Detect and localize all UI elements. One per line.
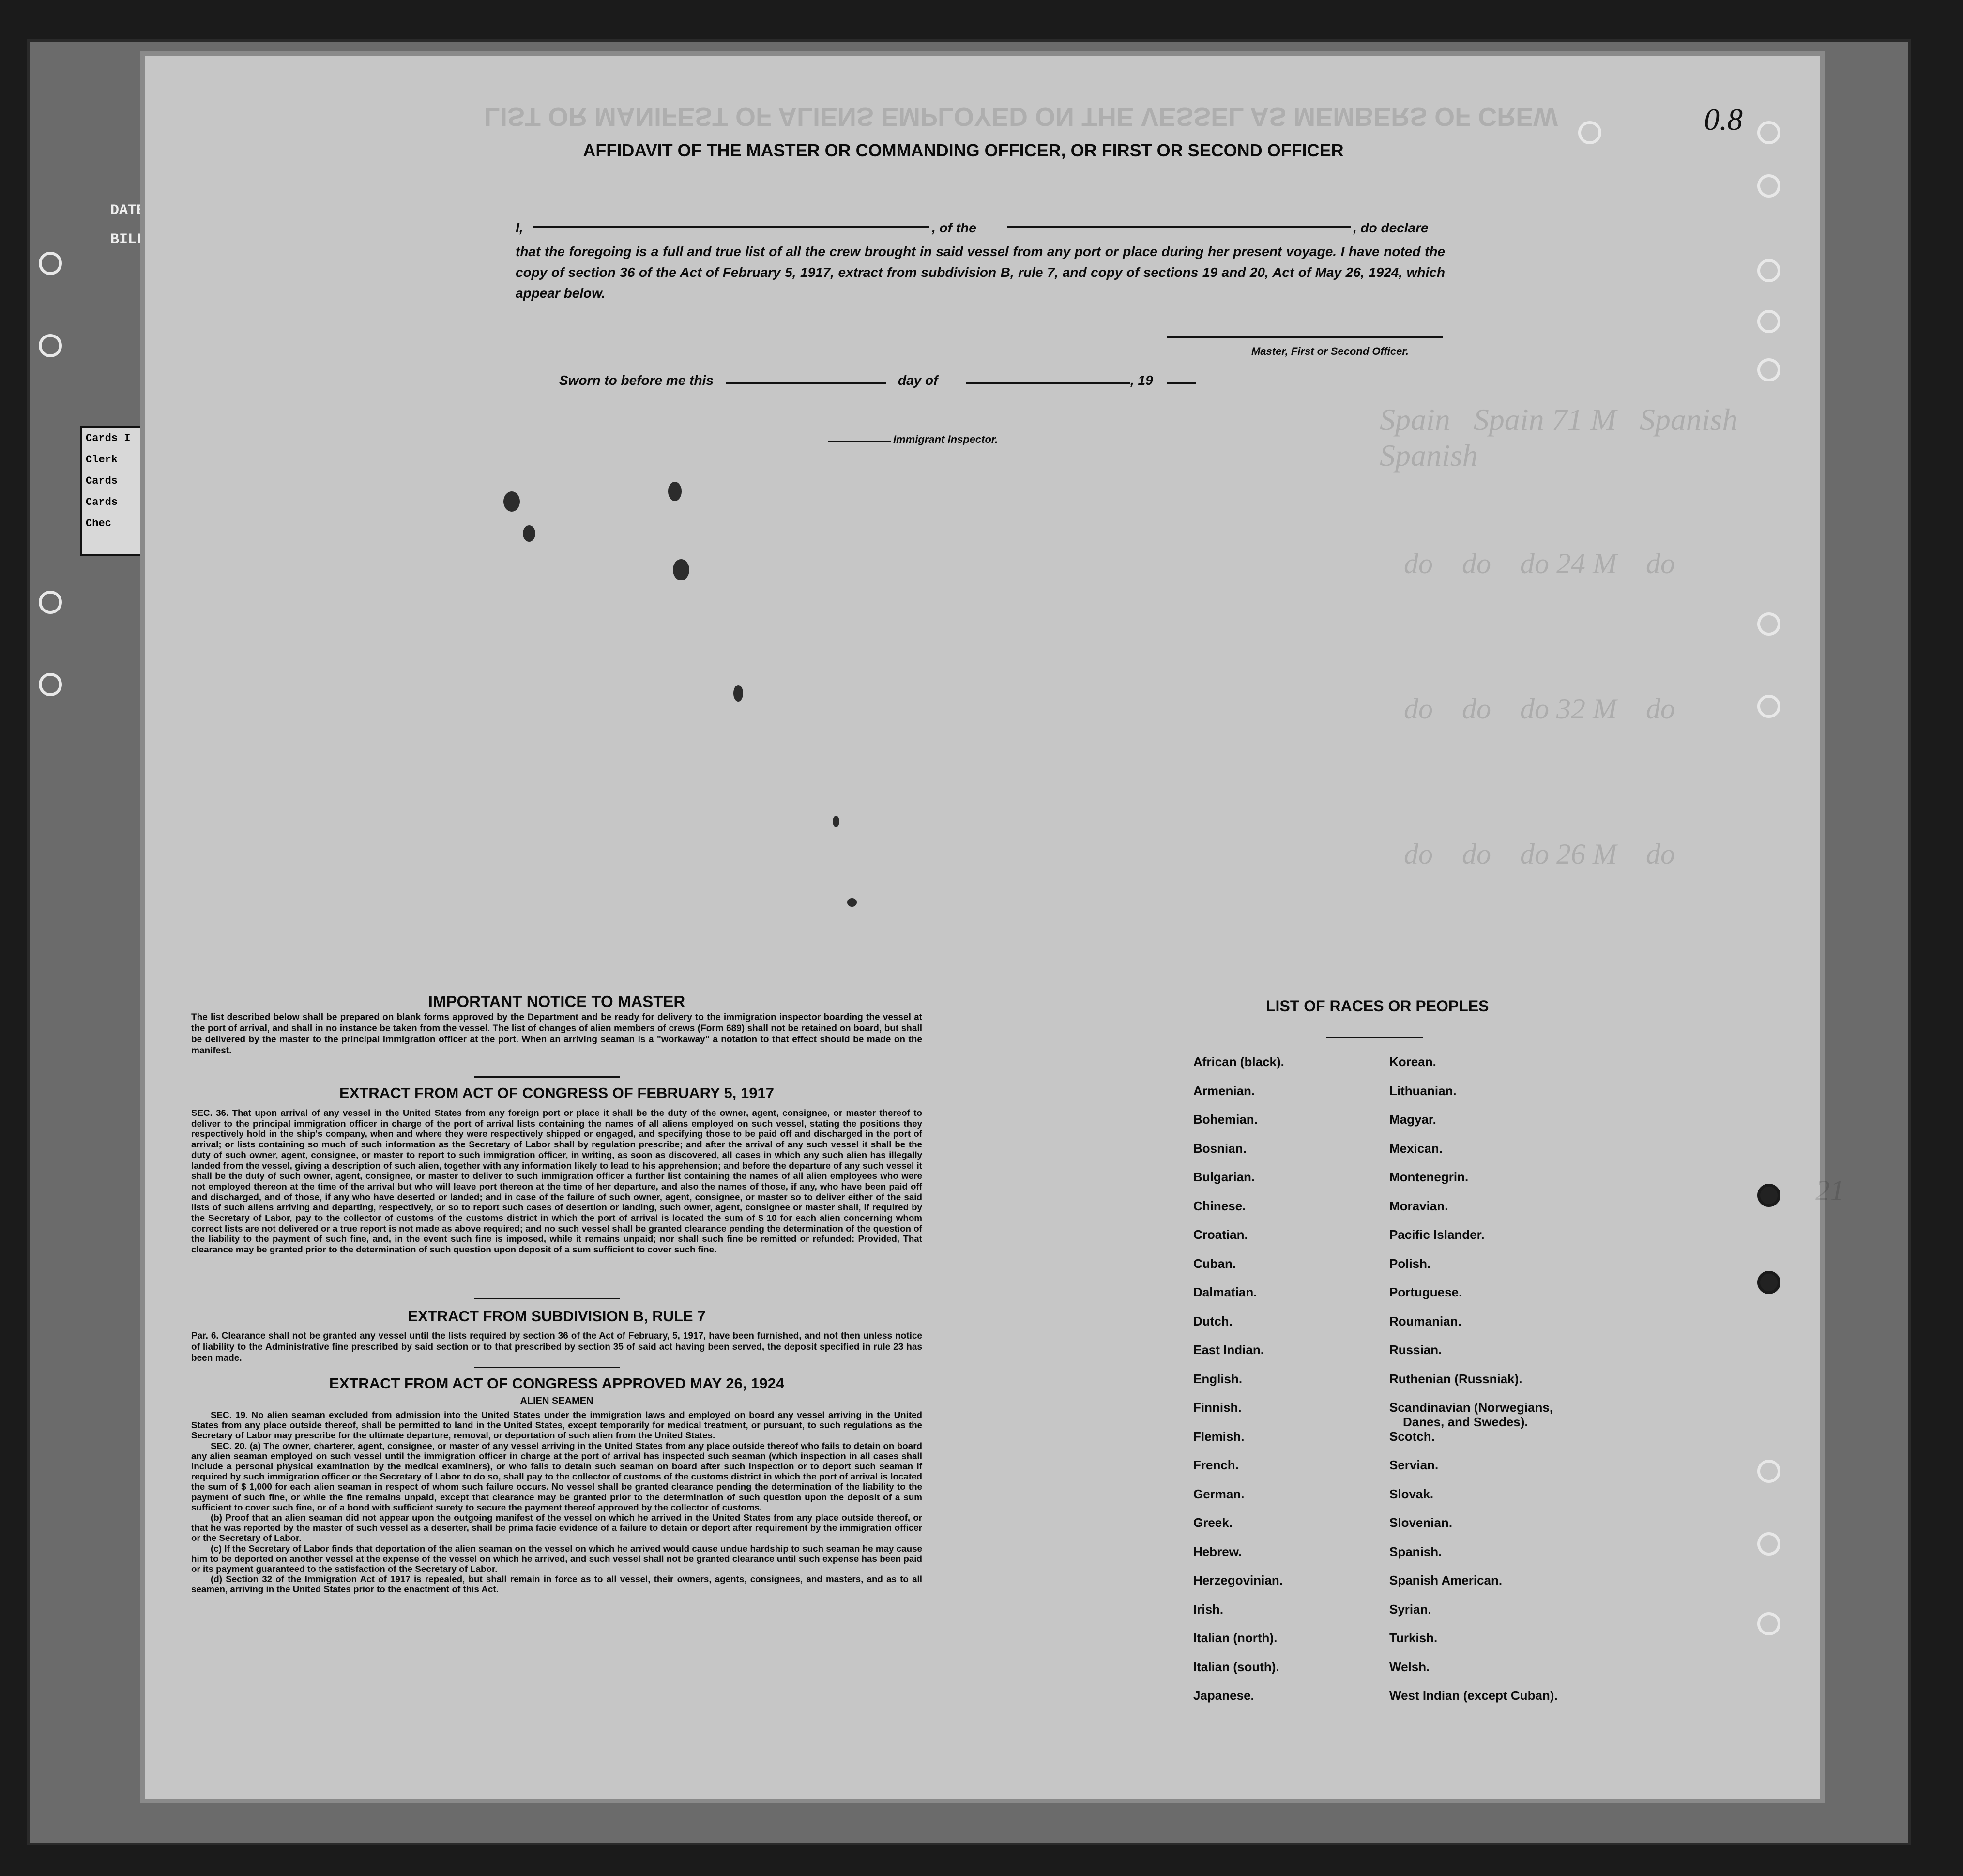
race-item: Pacific Islander. xyxy=(1389,1227,1485,1242)
race-item: Magyar. xyxy=(1389,1112,1436,1127)
binder-hole xyxy=(39,673,62,696)
affidavit-title: AFFIDAVIT OF THE MASTER OR COMMANDING OFFICER, OR FIRST OR SECOND OFFICER xyxy=(583,140,1344,160)
race-item: Dalmatian. xyxy=(1193,1285,1257,1299)
ink-smudge xyxy=(833,816,839,827)
race-item: Syrian. xyxy=(1389,1601,1431,1617)
race-item: Korean. xyxy=(1389,1054,1436,1069)
card-tab xyxy=(80,426,152,556)
race-item: Scotch. xyxy=(1389,1429,1435,1444)
race-item: Moravian. xyxy=(1389,1198,1448,1213)
notice-body: The list described below shall be prepared on blank forms approved by the Department and be ready for delivery to the immigration inspector boarding the vessel at the port of arrival, and shall in no instance be taken from the vessel. The list of changes of alien members of crews (Form 689) shall not be retained on board, but shall be delivered by the master to the principal immigration officer at the port. When an arriving seaman is a "workaway" a notation to that effect should be made on the manifest. xyxy=(191,1012,922,1056)
race-item: East Indian. xyxy=(1193,1342,1264,1357)
manifest-page xyxy=(145,56,1844,1799)
extract-rule7-body: Par. 6. Clearance shall not be granted any vessel until the lists required by section 36 of the Act of February, 5, 1917, have been furnished, and not then unless notice of liability to the Administrative fine prescribed by said section or to that prescribed by section 35 of said act having been served, the deposit specified in rule 23 has been made. xyxy=(191,1331,922,1363)
master-signature-label: Master, First or Second Officer. xyxy=(1251,345,1409,357)
race-item: Bosnian. xyxy=(1193,1141,1247,1156)
binder-hole xyxy=(39,334,62,357)
affidavit-of-the-label: , of the xyxy=(932,220,976,235)
race-item: Herzegovinian. xyxy=(1193,1573,1283,1587)
ink-smudge xyxy=(733,685,743,702)
vessel-name-line[interactable] xyxy=(1007,226,1351,228)
affidavit-i-label: I, xyxy=(516,220,523,235)
binder-hole xyxy=(1757,310,1780,333)
binder-hole xyxy=(1757,174,1780,198)
sworn-year-line[interactable] xyxy=(1167,382,1196,384)
ink-smudge xyxy=(523,525,535,542)
race-item: French. xyxy=(1193,1458,1239,1472)
binder-hole xyxy=(1757,121,1780,144)
extract-1924-sec20b: (b) Proof that an alien seaman did not appear upon the outgoing manifest of the vessel on which he arrived in the United States from any place outside thereof, or that he was reported by the master of such vessel as a deserter, shall be prima facie evidence of a failure to detain or deport after requirement by the immigration officer or the Secretary of Labor. xyxy=(191,1512,922,1543)
race-item: Russian. xyxy=(1389,1342,1442,1357)
race-item: Slovak. xyxy=(1389,1486,1434,1501)
affidavit-body: that the foregoing is a full and true list of all the crew brought in said vessel from any port or place during her present voyage. I have noted the copy of section 36 of the Act of February 5, 1917, extract from subdivision B, rule 7, and copy of sections 19 and 20, Act of May 26, 1924, which appear below. xyxy=(516,244,1445,301)
inspector-label: Immigrant Inspector. xyxy=(893,433,998,445)
race-item: Polish. xyxy=(1389,1256,1431,1271)
affidavit-declare-label: , do declare xyxy=(1353,220,1429,235)
binder-hole xyxy=(1757,695,1780,718)
extract-1924-body xyxy=(191,1410,922,1595)
notice-title: IMPORTANT NOTICE TO MASTER xyxy=(428,992,685,1010)
card-tab-line: Cards I xyxy=(86,432,131,444)
binder-hole xyxy=(1757,1271,1780,1294)
race-item: Ruthenian (Russniak). xyxy=(1389,1371,1522,1386)
ink-smudge xyxy=(668,482,682,501)
sworn-label: Sworn to before me this xyxy=(559,373,714,388)
race-item: Italian (north). xyxy=(1193,1631,1278,1645)
binder-hole xyxy=(1757,1612,1780,1635)
sworn-month-line[interactable] xyxy=(966,382,1130,384)
divider xyxy=(474,1367,620,1368)
card-tab-line: Chec xyxy=(86,518,111,530)
divider xyxy=(1326,1037,1423,1038)
race-item: Spanish American. xyxy=(1389,1573,1503,1587)
bleed-through-handwriting: do do do 24 M do xyxy=(1404,548,1675,580)
card-tab-line: Clerk xyxy=(86,454,118,466)
master-signature-line[interactable] xyxy=(1167,336,1443,338)
bleed-through-handwriting: 21 xyxy=(1815,1174,1844,1206)
card-tab-line: Cards xyxy=(86,475,118,487)
binder-hole xyxy=(39,252,62,275)
race-item: Servian. xyxy=(1389,1458,1439,1472)
extract-rule7-title: EXTRACT FROM SUBDIVISION B, RULE 7 xyxy=(408,1308,706,1325)
race-item: Lithuanian. xyxy=(1389,1083,1457,1098)
binder-hole xyxy=(1757,358,1780,381)
binder-hole xyxy=(1757,259,1780,282)
race-item: Welsh. xyxy=(1389,1659,1430,1674)
bleed-through-handwriting: Spain Spain 71 M Spanish Spanish xyxy=(1380,402,1738,473)
race-item: Irish. xyxy=(1193,1601,1224,1617)
race-item: Mexican. xyxy=(1389,1141,1443,1156)
race-item: Finnish. xyxy=(1193,1400,1242,1415)
card-tab-line: Cards xyxy=(86,496,118,508)
race-item: English. xyxy=(1193,1371,1243,1386)
extract-1924-sec20d: (d) Section 32 of the Immigration Act of 1917 is repealed, but shall remain in force as to all vessel, their owners, agents, consignees, and masters, and as to all seamen, arriving in the United States prior to the enactment of this Act. xyxy=(191,1574,922,1595)
race-item: Italian (south). xyxy=(1193,1659,1279,1674)
inspector-signature-line[interactable] xyxy=(828,441,891,442)
extract-1924-sec20: SEC. 20. (a) The owner, charterer, agent, consignee, or master of any vessel arriving in the United States from any place outside thereof who fails to detain on board any alien seaman employed on such vessel until the immigration officer in charge at the port of arrival has inspected such seaman (which inspection in all cases shall include a personal physical examination by the medical examiners), or who fails to detain such seaman on board after such inspection or to deport such seaman if required by such immigration officer or the Secretary of Labor to do so, shall pay to the collector of customs of the customs district in which the port of arrival is located the sum of $ 1,000 for each alien seaman in respect of whom such failure occurs. No vessel shall be granted clearance pending the determination of the liability to the payment of such fine, or while the fine remains unpaid, except that clearance may be granted prior to the determination of such question upon the deposit of a sum sufficient to cover such fine, or of a bond with sufficient surety to secure the payment thereof approved by the collector of customs. xyxy=(191,1440,922,1512)
races-title: LIST OF RACES OR PEOPLES xyxy=(1266,997,1489,1015)
race-item: Armenian. xyxy=(1193,1083,1255,1098)
binder-hole xyxy=(39,591,62,614)
race-item: African (black). xyxy=(1193,1054,1284,1069)
ink-smudge xyxy=(503,491,520,512)
race-item: Slovenian. xyxy=(1389,1515,1453,1530)
race-item: Flemish. xyxy=(1193,1429,1245,1444)
side-label-bill: BILL xyxy=(110,231,146,248)
sworn-day-line[interactable] xyxy=(726,382,886,384)
extract-1924-subtitle: ALIEN SEAMEN xyxy=(520,1396,593,1406)
races-right-column xyxy=(1389,1054,1558,1717)
race-item: West Indian (except Cuban). xyxy=(1389,1688,1558,1703)
race-item: Bohemian. xyxy=(1193,1112,1258,1127)
race-item: Greek. xyxy=(1193,1515,1233,1530)
master-name-line[interactable] xyxy=(533,226,929,228)
extract-1924-sec19: SEC. 19. No alien seaman excluded from admission into the United States under the immigration laws and employed on board any vessel arriving in the United States from any place outside thereof, shall be permitted to land in the United States, except temporarily for medical treatment, or pursuant, to such regulations as the Secretary of Labor may prescribe for the ultimate departure, removal, or deportation of such alien from the United States. xyxy=(191,1410,922,1441)
race-item: German. xyxy=(1193,1486,1245,1501)
race-item: Montenegrin. xyxy=(1389,1170,1469,1184)
extract-1924-title: EXTRACT FROM ACT OF CONGRESS APPROVED MAY 26, 1924 xyxy=(329,1375,784,1392)
binder-hole xyxy=(1578,121,1601,144)
ink-smudge xyxy=(673,559,689,580)
bleed-through: LIST OR MANIFEST OF ALIENS EMPLOYED ON THE VESSEL AS MEMBERS OF CREW xyxy=(484,102,1558,131)
extract-1924-sec20c: (c) If the Secretary of Labor finds that deportation of the alien seaman on the vessel on which he arrived would cause undue hardship to such seaman he may cause him to be deported on another vessel at the expense of the vessel on which he arrived, and such vessel shall not be granted clearance until such expense has been paid or its payment guaranteed to the satisfaction of the Secretary of Labor. xyxy=(191,1543,922,1574)
bleed-through-handwriting: do do do 26 M do xyxy=(1404,838,1675,870)
corner-annotation: 0.8 xyxy=(1704,102,1743,137)
race-item: Chinese. xyxy=(1193,1198,1246,1213)
binder-hole xyxy=(1757,1184,1780,1207)
race-item: Danes, and Swedes). xyxy=(1403,1415,1528,1429)
ink-smudge xyxy=(847,898,857,907)
day-of-label: day of xyxy=(898,373,938,388)
races-left-column xyxy=(1193,1054,1284,1717)
race-item: Scandinavian (Norwegians, xyxy=(1389,1400,1553,1415)
race-item: Portuguese. xyxy=(1389,1285,1462,1299)
extract-1917-body: SEC. 36. That upon arrival of any vessel in the United States from any foreign port or place it shall be the duty of the owner, agent, consignee, or master thereof to deliver to the principal immigration officer in charge of the port of arrival lists containing the names of all aliens employed on such vessel, stating the positions they respectively hold in the ship's company, when and where they were respectively shipped or engaged, and specifying those to be paid off and discharged in the port of arrival; or lists containing so much of such information as the Secretary of Labor shall by regulation prescribe; and after the arrival of any such vessel it shall be the duty of such owner, agent, consignee, or master to report to such immigration officer, in writing, as soon as discovered, all cases in which any such alien has illegally landed from the vessel, giving a description of such alien, together with any information likely to lead to his apprehension; and before the departure of any such vessel it shall be the duty of such owner, agent, consignee, or master to deliver to such immigration officer a further list containing the names of all alien employees who were not employed thereon at the time of the arrival but who will leave port thereon at the time of her departure, and also the names of those, if any, who have been paid off and discharged, and of those, if any who have deserted or landed; and in case of the failure of such owner, agent, consignee, or master so to deliver either of the said lists of such aliens arriving and departing, respectively, or so to report such cases of desertion or landing, such owner, agent, consignee or master shall, if required by the Secretary of Labor, pay to the collector of customs of the customs district in which the port of arrival is located the sum of $ 10 for each alien concerning whom correct lists are not delivered or a true report is not made as above required; and no such vessel shall be granted clearance pending the determination of the question of the liability to the payment of such fine, and, in the event such fine is imposed, while it remains unpaid; nor shall such fine be remitted or refunded: Provided, That clearance may be granted prior to the determination of such question upon deposit of a sum sufficient to cover such fine. xyxy=(191,1108,922,1255)
bleed-through-handwriting: do do do 32 M do xyxy=(1404,693,1675,725)
divider xyxy=(474,1298,620,1299)
race-item: Bulgarian. xyxy=(1193,1170,1255,1184)
race-item: Turkish. xyxy=(1389,1631,1438,1645)
race-item: Dutch. xyxy=(1193,1313,1233,1328)
divider xyxy=(474,1076,620,1078)
binder-hole xyxy=(1757,1460,1780,1483)
extract-1917-title: EXTRACT FROM ACT OF CONGRESS OF FEBRUARY 5, 1917 xyxy=(339,1084,774,1101)
race-item: Hebrew. xyxy=(1193,1544,1242,1559)
race-item: Japanese. xyxy=(1193,1688,1254,1703)
year-label: , 19 xyxy=(1130,373,1153,388)
binder-hole xyxy=(1757,612,1780,636)
race-item: Roumanian. xyxy=(1389,1313,1461,1328)
race-item: Cuban. xyxy=(1193,1256,1236,1271)
race-item: Croatian. xyxy=(1193,1227,1248,1242)
binder-hole xyxy=(1757,1532,1780,1556)
side-label-date: DATE xyxy=(110,202,146,219)
race-item: Spanish. xyxy=(1389,1544,1442,1559)
